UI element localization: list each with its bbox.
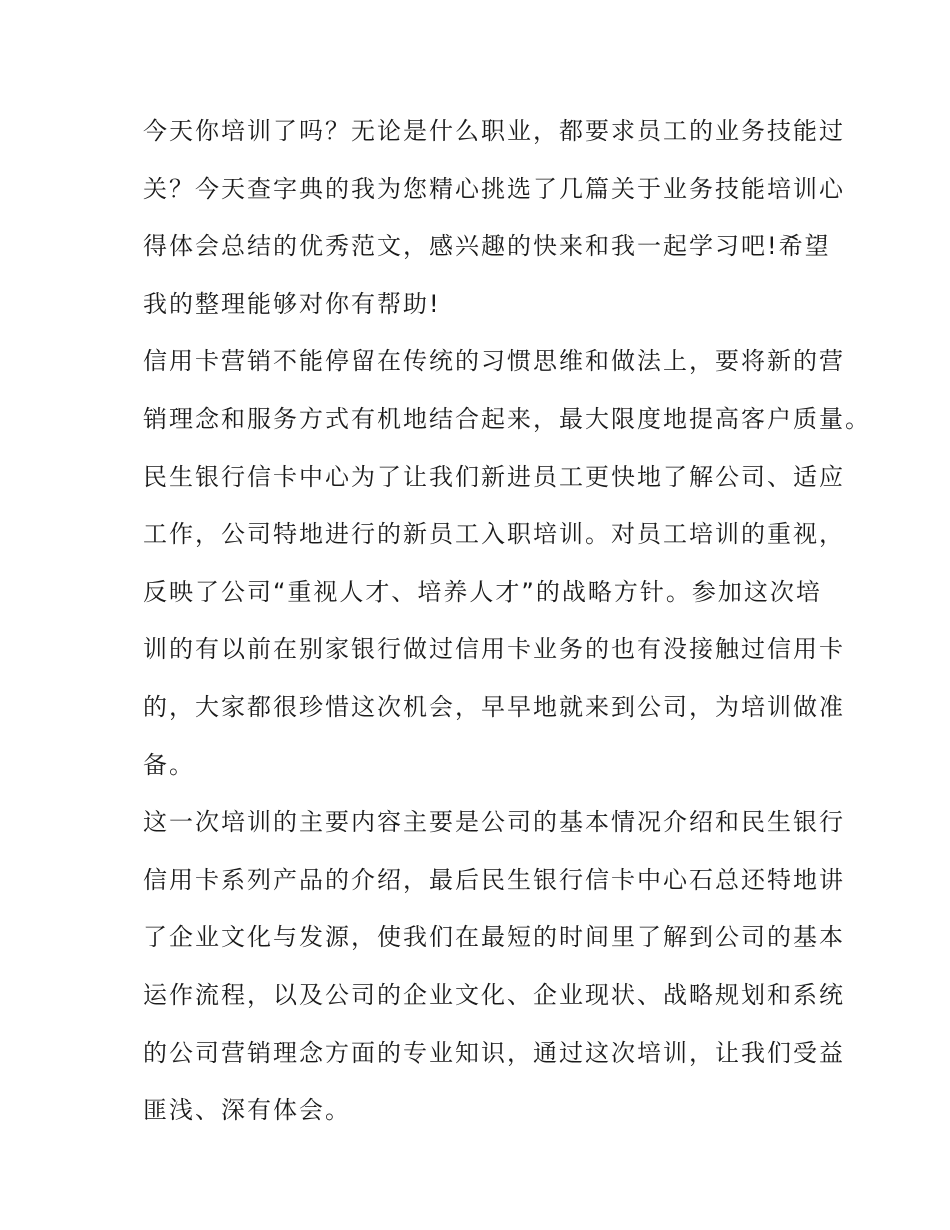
text-line: 运作流程，以及公司的企业文化、企业现状、战略规划和系统 — [143, 980, 845, 1009]
text-line: 工作，公司特地进行的新员工入职培训。对员工培训的重视， — [143, 520, 845, 549]
text-line: 信用卡营销不能停留在传统的习惯思维和做法上，要将新的营 — [143, 347, 845, 376]
text-line: 训的有以前在别家银行做过信用卡业务的也有没接触过信用卡 — [143, 635, 845, 664]
text-line: 的，大家都很珍惜这次机会，早早地就来到公司，为培训做准 — [143, 692, 845, 721]
paragraph-training-content — [143, 800, 843, 1146]
text-line: 信用卡系列产品的介绍，最后民生银行信卡中心石总还特地讲 — [143, 865, 845, 894]
text-line: 匪浅、深有体会。 — [143, 1096, 351, 1125]
paragraph-marketing — [143, 339, 871, 454]
text-line: 我的整理能够对你有帮助! — [143, 289, 441, 318]
text-line: 关？今天查字典的我为您精心挑选了几篇关于业务技能培训心 — [143, 174, 845, 203]
paragraph-intro — [143, 109, 843, 339]
text-line: 得体会总结的优秀范文，感兴趣的快来和我一起学习吧!希望 — [143, 232, 831, 261]
text-line: 反映了公司“重视人才、培养人才”的战略方针。参加这次培 — [143, 577, 822, 606]
text-line: 民生银行信卡中心为了让我们新进员工更快地了解公司、适应 — [143, 462, 845, 491]
text-line: 这一次培训的主要内容主要是公司的基本情况介绍和民生银行 — [143, 808, 845, 837]
document-body — [143, 109, 871, 1146]
text-line: 的公司营销理念方面的专业知识，通过这次培训，让我们受益 — [143, 1038, 845, 1067]
text-line: 销理念和服务方式有机地结合起来，最大限度地提高客户质量。 — [143, 404, 871, 433]
paragraph-onboarding — [143, 455, 843, 801]
text-line: 了企业文化与发源，使我们在最短的时间里了解到公司的基本 — [143, 923, 845, 952]
text-line: 备。 — [143, 750, 195, 779]
text-line: 今天你培训了吗？无论是什么职业，都要求员工的业务技能过 — [143, 117, 845, 145]
